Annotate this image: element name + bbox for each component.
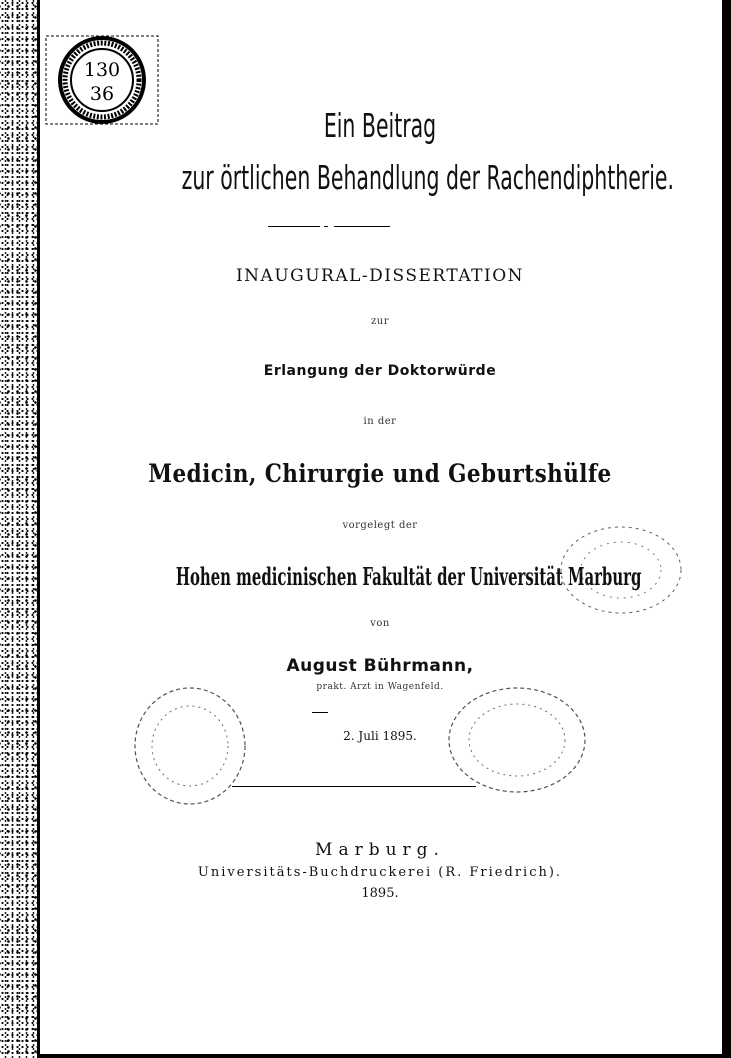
- text-in-der: in der: [363, 416, 397, 427]
- text-zur: zur: [371, 316, 389, 327]
- faint-oval-stamp-right: [444, 684, 590, 796]
- long-rule: [232, 786, 476, 787]
- imprint-printer: Universitäts-Buchdruckerei (R. Friedrich).: [197, 865, 563, 880]
- text-von: von: [370, 618, 390, 629]
- library-stamp: [44, 34, 160, 126]
- date: 2. Juli 1895.: [343, 729, 417, 743]
- subject-fields: Medicin, Chirurgie und Geburtshülfe: [148, 459, 612, 488]
- stamp-number-bottom: 36: [89, 83, 115, 105]
- title-line-1: Ein Beitrag: [323, 106, 437, 145]
- text-erlangung: Erlangung der Doktorwürde: [263, 363, 497, 379]
- imprint-year: 1895.: [361, 886, 399, 901]
- stamp-number-top: 130: [83, 59, 121, 81]
- ornamental-rule: [268, 226, 390, 228]
- text-vorgelegt: vorgelegt der: [342, 520, 418, 531]
- author-name: August Bührmann,: [286, 656, 474, 676]
- right-page-edge: [722, 0, 731, 1058]
- binding-edge: [0, 0, 40, 1058]
- author-profession: prakt. Arzt in Wagenfeld.: [316, 682, 444, 692]
- faint-oval-stamp-left: [130, 684, 250, 808]
- bottom-page-edge: [38, 1054, 731, 1058]
- faint-round-stamp-upper-right: [556, 522, 686, 618]
- title-line-2: zur örtlichen Behandlung der Rachendiphtherie.: [181, 158, 674, 197]
- imprint-place: Marburg.: [315, 840, 445, 860]
- short-rule: [312, 712, 328, 713]
- dissertation-heading: INAUGURAL-DISSERTATION: [235, 266, 525, 286]
- faculty-line: Hohen medicinischen Fakultät der Universität Marburg: [175, 562, 642, 591]
